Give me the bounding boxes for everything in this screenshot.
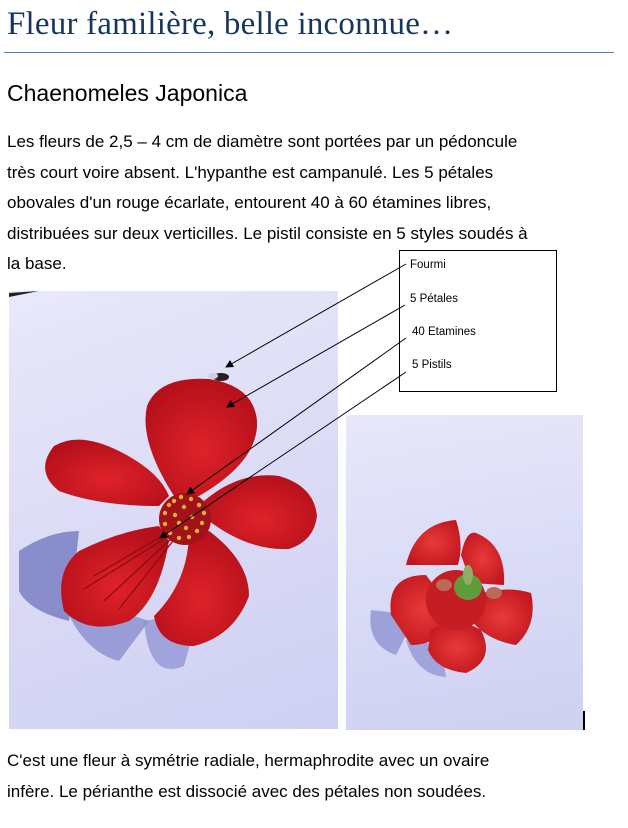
conclusion-paragraph [7,746,607,807]
title-underline-divider [4,52,614,53]
text-cursor [583,711,585,730]
annotation-legend-box [399,250,557,392]
legend-item-ant: Fourmi [410,259,446,271]
paragraph-line: la base. [7,254,67,273]
legend-item-petals: 5 Pétales [410,293,458,305]
paragraph-line: C'est une fleur à symétrie radiale, hermaphrodite avec un ovaire [7,751,490,770]
flower-back-photo [346,415,583,730]
flower-front-photo [9,291,338,729]
paragraph-line: obovales d'un rouge écarlate, entourent 40 à 60 étamines libres, [7,193,492,212]
section-heading: Chaenomeles Japonica [7,80,248,106]
flower-front-illustration [9,291,338,729]
paragraph-line: très court voire absent. L'hypanthe est campanulé. Les 5 pétales [7,162,494,182]
paragraph-line: distribuées sur deux verticilles. Le pistil consiste en 5 styles soudés à [7,223,528,243]
page-title: Fleur familière, belle inconnue… [7,6,454,42]
legend-item-pistils: 5 Pistils [412,359,452,371]
legend-item-stamens: 40 Etamines [412,326,476,338]
paragraph-line: Les fleurs de 2,5 – 4 cm de diamètre sont portées par un pédoncule [7,132,518,151]
paragraph-line: infère. Le périanthe est dissocié avec des pétales non soudées. [7,781,487,801]
flower-back-illustration [346,415,583,730]
